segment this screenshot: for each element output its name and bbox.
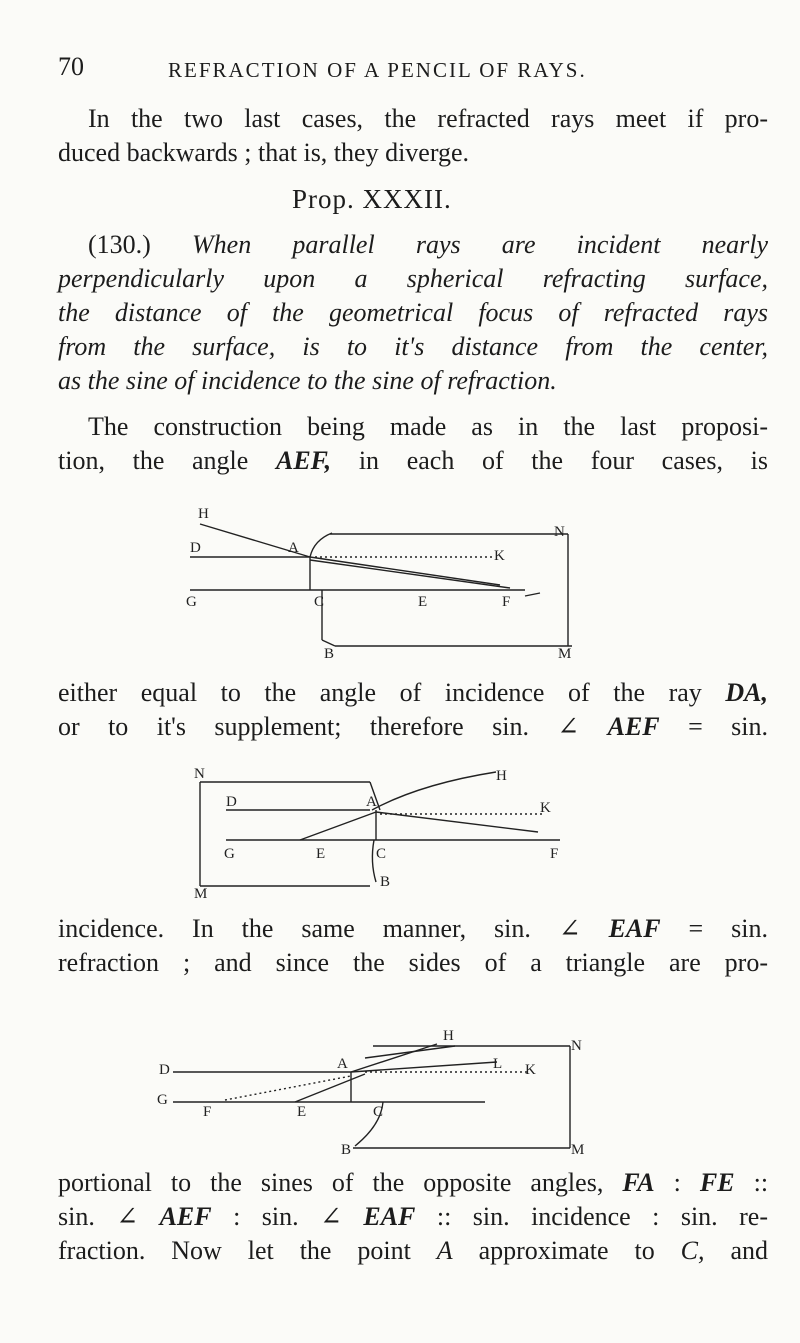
- line-H: [365, 1046, 455, 1058]
- label-G: G: [157, 1092, 168, 1108]
- label-H: H: [443, 1028, 454, 1044]
- arc-surface: [310, 533, 332, 557]
- label-F: F: [550, 846, 559, 862]
- label-E: E: [316, 846, 326, 862]
- text-line: duced backwards ; that is, they diverge.: [58, 138, 470, 167]
- line-AH: [351, 1044, 437, 1072]
- text-line: [58, 676, 768, 710]
- math-symbol: FA: [622, 1168, 655, 1197]
- text-line: as the sine of incidence to the sine of refraction.: [58, 366, 557, 395]
- line-AH: [372, 772, 496, 810]
- label-M: M: [558, 646, 572, 662]
- page-number: 70: [58, 52, 84, 81]
- proposition-heading: Prop. XXXII.: [292, 184, 452, 214]
- text-span: or to it's supplement; therefore sin.: [58, 712, 529, 741]
- label-C: C: [376, 846, 387, 862]
- label-L: L: [493, 1056, 503, 1072]
- label-H: H: [198, 506, 209, 522]
- text-line: [88, 228, 768, 262]
- text-line: [58, 710, 768, 744]
- label-H: H: [496, 768, 507, 784]
- line-EA: [300, 812, 376, 840]
- math-symbol: EAF: [608, 914, 661, 943]
- label-C: C: [373, 1104, 384, 1120]
- label-N: N: [194, 766, 205, 782]
- text-span: tion, the angle: [58, 446, 249, 475]
- label-E: E: [297, 1104, 307, 1120]
- math-symbol: DA,: [725, 678, 769, 707]
- running-header: [58, 52, 748, 82]
- label-A: A: [337, 1056, 348, 1072]
- math-symbol: EAF: [363, 1202, 416, 1231]
- text-line: [58, 444, 768, 478]
- label-A: A: [288, 540, 299, 556]
- label-B: B: [324, 646, 335, 662]
- figure-1-diagram: [180, 500, 600, 670]
- angle-symbol: ∠: [116, 1202, 139, 1231]
- label-K: K: [525, 1062, 536, 1078]
- angle-symbol: ∠: [558, 914, 581, 943]
- line-AL: [351, 1062, 497, 1072]
- math-symbol: C,: [680, 1236, 705, 1265]
- math-symbol: FE: [699, 1168, 735, 1197]
- text-span: :: [673, 1168, 681, 1197]
- text-line: [58, 1234, 768, 1268]
- label-N: N: [554, 524, 565, 540]
- math-symbol: AEF: [159, 1202, 212, 1231]
- refracted-ray-2: [310, 560, 510, 588]
- text-span: sin.: [58, 1202, 95, 1231]
- tick-F: [525, 593, 540, 596]
- text-span: fraction. Now let the point: [58, 1236, 411, 1265]
- label-G: G: [186, 594, 197, 610]
- label-D: D: [226, 794, 237, 810]
- figure-3-diagram: [155, 1010, 625, 1160]
- line-EA: [295, 1074, 365, 1102]
- angle-symbol: ∠: [557, 712, 580, 741]
- text-span: either equal to the angle of incidence of the ray: [58, 678, 702, 707]
- label-D: D: [159, 1062, 170, 1078]
- text-line: perpendicularly upon a spherical refracting surface,: [58, 264, 768, 293]
- text-span: = sin.: [688, 712, 769, 741]
- refracted-ray-1: [310, 557, 500, 585]
- math-symbol: AEF: [607, 712, 660, 741]
- text-span: in each of the four cases, is: [358, 446, 769, 475]
- paragraph-number: (130.): [88, 230, 151, 259]
- text-line: [58, 1166, 768, 1200]
- text-line: refraction ; and since the sides of a triangle are pro-: [58, 948, 768, 977]
- text-span: portional to the sines of the opposite angles,: [58, 1168, 604, 1197]
- label-K: K: [540, 800, 551, 816]
- label-F: F: [203, 1104, 212, 1120]
- label-B: B: [380, 874, 391, 890]
- label-G: G: [224, 846, 235, 862]
- label-M: M: [571, 1142, 585, 1158]
- text-span: = sin.: [688, 914, 768, 943]
- text-line: the distance of the geometrical focus of refracted rays: [58, 298, 768, 327]
- text-span: approximate to: [478, 1236, 655, 1265]
- text-span: :: sin. incidence : sin. re-: [436, 1202, 769, 1231]
- text-span: incidence. In the same manner, sin.: [58, 914, 531, 943]
- label-A: A: [366, 794, 377, 810]
- label-N: N: [571, 1038, 582, 1054]
- label-D: D: [190, 540, 201, 556]
- text-line: In the two last cases, the refracted rays meet if pro-: [88, 104, 768, 133]
- label-C: C: [314, 594, 325, 610]
- running-title: REFRACTION OF A PENCIL OF RAYS.: [168, 58, 587, 82]
- refracted-ray: [376, 812, 538, 832]
- label-F: F: [502, 594, 511, 610]
- label-E: E: [418, 594, 428, 610]
- dotted-FA: [225, 1076, 351, 1100]
- text-line: [58, 912, 768, 946]
- label-M: M: [194, 886, 208, 902]
- label-B: B: [341, 1142, 352, 1158]
- text-span: : sin.: [233, 1202, 299, 1231]
- math-symbol: A: [436, 1236, 453, 1265]
- text-line: The construction being made as in the last proposi-: [88, 412, 768, 441]
- math-symbol: AEF,: [275, 446, 332, 475]
- italic-text: When parallel rays are incident nearly: [192, 230, 769, 259]
- text-span: and: [730, 1236, 768, 1265]
- text-span: ::: [753, 1168, 769, 1197]
- label-K: K: [494, 548, 505, 564]
- angle-symbol: ∠: [320, 1202, 342, 1231]
- text-line: [58, 1200, 768, 1234]
- figure-2-diagram: [190, 762, 610, 902]
- text-line: from the surface, is to it's distance from the center,: [58, 332, 768, 361]
